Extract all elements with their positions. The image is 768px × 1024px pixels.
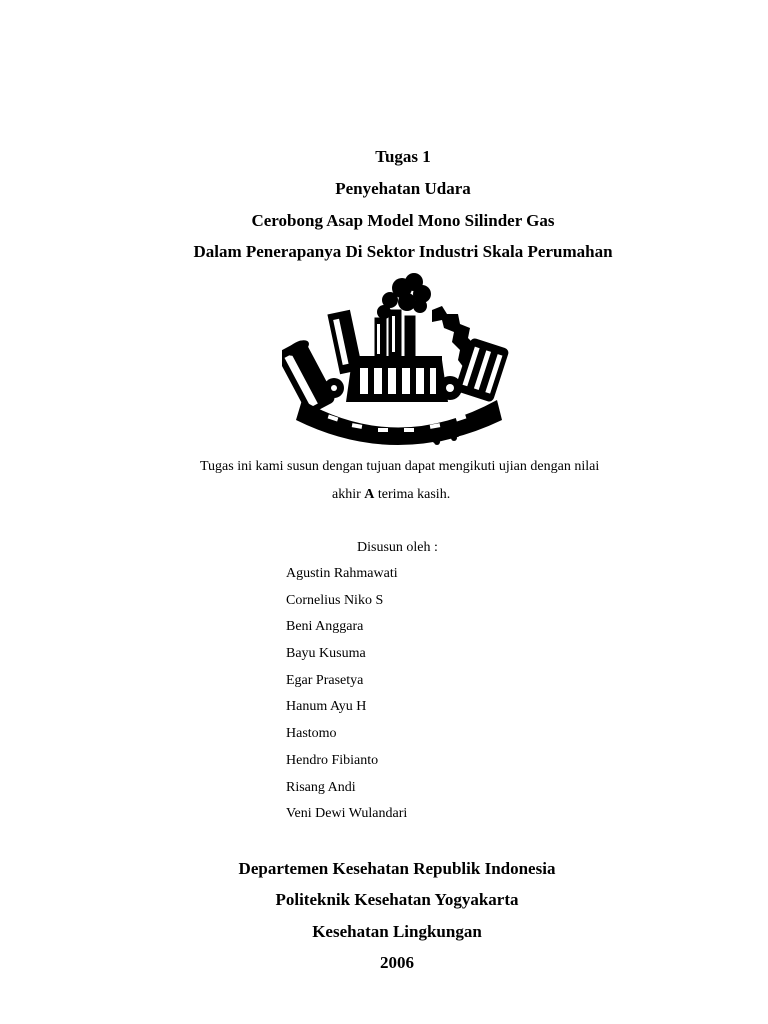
author-item: Veni Dewi Wulandari (286, 806, 408, 822)
grade-value: A (364, 487, 375, 502)
author-item: Beni Anggara (286, 619, 364, 635)
title-line-1: Tugas 1 (375, 147, 431, 166)
title-line-3: Cerobong Asap Model Mono Silinder Gas (251, 211, 555, 230)
author-item: Hastomo (286, 726, 337, 742)
intro-line-2 (332, 486, 450, 504)
author-item: Cornelius Niko S (286, 592, 384, 608)
author-item: Egar Prasetya (286, 672, 364, 688)
footer-institution: Politeknik Kesehatan Yogyakarta (275, 890, 519, 909)
authors-label: Disusun oleh : (357, 540, 438, 555)
footer-department: Departemen Kesehatan Republik Indonesia (238, 859, 556, 878)
author-item: Agustin Rahmawati (286, 566, 398, 581)
title-line-4: Dalam Penerapanya Di Sektor Industri Skala Perumahan (193, 242, 613, 261)
intro-line-2-post: terima kasih. (374, 487, 451, 502)
author-item: Hanum Ayu H (286, 699, 367, 715)
factory-clipart-icon (282, 270, 512, 445)
intro-line-1: Tugas ini kami susun dengan tujuan dapat mengikuti ujian dengan nilai (200, 459, 600, 474)
footer-year: 2006 (380, 953, 414, 972)
footer-program: Kesehatan Lingkungan (312, 922, 482, 941)
title-line-2: Penyehatan Udara (335, 179, 471, 198)
author-item: Risang Andi (286, 779, 356, 795)
intro-line-2-pre: akhir (332, 487, 365, 502)
authors-list (286, 565, 407, 832)
author-item: Hendro Fibianto (286, 752, 379, 768)
author-item: Bayu Kusuma (286, 646, 366, 662)
